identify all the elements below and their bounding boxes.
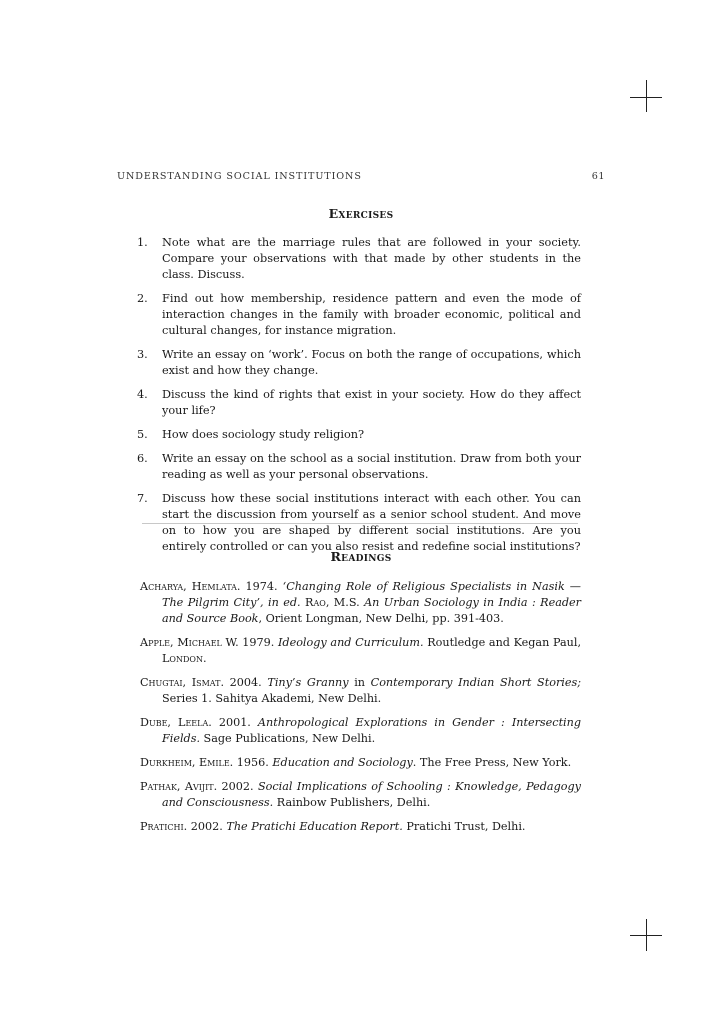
reference-rest: , Orient Longman, New Delhi, pp. 391-403. [258, 612, 504, 625]
reference-item [140, 579, 581, 627]
reference-item [140, 675, 581, 707]
exercise-text: Note what are the marriage rules that are followed in your society. Compare your observations with that made by other students in the class. Discuss. [162, 236, 581, 281]
running-head [117, 171, 605, 182]
reference-work: Tiny’s Granny [267, 676, 349, 689]
reference-item [140, 635, 581, 667]
reference-rest: Series 1. Sahitya Akademi, New Delhi. [162, 692, 382, 705]
reference-editor: Rao [305, 596, 326, 609]
reference-year: . 2001. [208, 716, 258, 729]
reference-author: Dube, Leela [140, 716, 209, 729]
reference-author: Acharya, Hemlata [140, 580, 237, 593]
exercise-number: 2. [137, 292, 148, 305]
reference-year: W. 1979. [221, 636, 278, 649]
exercise-list [137, 235, 581, 563]
running-head-title: UNDERSTANDING SOCIAL INSTITUTIONS [117, 171, 362, 182]
exercise-number: 7. [137, 492, 148, 505]
exercises-heading: Exercises [328, 206, 394, 221]
exercise-item [137, 451, 581, 483]
exercise-item [137, 291, 581, 339]
reference-rest: Pratichi Trust, Delhi. [402, 820, 526, 833]
reference-rest: Rainbow Publishers, Delhi. [273, 796, 431, 809]
reference-item [140, 755, 581, 771]
reference-rest: . The Free Press, New York. [412, 756, 572, 769]
reference-work: The Pratichi Education Report. [226, 820, 403, 833]
reference-author: Durkheim, Emile [140, 756, 230, 769]
reference-year: . 1956. [229, 756, 273, 769]
reference-year: . 2002. [213, 780, 258, 793]
crop-mark-bottom-vertical [646, 919, 647, 951]
reference-collection: Contemporary Indian Short Stories; [370, 676, 582, 689]
reference-author: Pathak, Avijit [140, 780, 214, 793]
exercise-item [137, 347, 581, 379]
reference-place: London. [162, 652, 207, 665]
reference-rest: Sage Publications, New Delhi. [200, 732, 376, 745]
reference-author: Apple, Michael [140, 636, 222, 649]
reference-item [140, 715, 581, 747]
reference-work: An Urban Sociology in India : Reader and Source Book [162, 596, 581, 625]
exercise-number: 3. [137, 348, 148, 361]
exercise-text: Discuss the kind of rights that exist in your society. How do they affect your life? [162, 388, 581, 417]
exercise-number: 5. [137, 428, 148, 441]
exercise-number: 6. [137, 452, 148, 465]
reference-work: Ideology and Curriculum. [278, 636, 424, 649]
reference-editor-rest: , M.S. [325, 596, 365, 609]
reference-year: . 1974. [236, 580, 278, 593]
reference-item [140, 819, 581, 835]
reference-year: . 2002. [183, 820, 227, 833]
crop-mark-top-vertical [646, 80, 647, 112]
reference-item [140, 779, 581, 811]
reference-mid: in [348, 676, 371, 689]
reference-work: Education and Sociology [272, 756, 413, 769]
reference-author: Pratichi [140, 820, 184, 833]
exercise-text: How does sociology study religion? [162, 428, 365, 441]
exercise-item [137, 427, 581, 443]
readings-heading: Readings [330, 549, 392, 564]
reference-chapter: ‘Changing Role of Religious Specialists in Nasik — The Pilgrim City’, in ed. [162, 580, 581, 609]
exercise-item [137, 235, 581, 283]
exercise-number: 4. [137, 388, 148, 401]
exercise-text: Discuss how these social institutions interact with each other. You can start the discussion from yourself as a senior school student. And move on to how you are shaped by different social institutions. Are you entirely controlled or can you also resist and redefine social institutions? [162, 492, 581, 553]
exercise-item [137, 387, 581, 419]
readings-list [140, 579, 581, 843]
section-divider [142, 523, 578, 524]
reference-work: Social Implications of Schooling : Knowledge, Pedagogy and Consciousness. [162, 780, 581, 809]
reference-author: Chugtai, Ismat [140, 676, 221, 689]
exercise-number: 1. [137, 236, 148, 249]
page-number: 61 [591, 171, 605, 182]
exercise-text: Write an essay on ‘work’. Focus on both the range of occupations, which exist and how they change. [162, 348, 581, 377]
reference-work: Anthropological Explorations in Gender : Intersecting Fields. [162, 716, 582, 745]
exercise-text: Find out how membership, residence pattern and even the mode of interaction changes in the family with broader economic, political and cultural changes, for instance migration. [162, 292, 581, 337]
exercise-text: Write an essay on the school as a social institution. Draw from both your reading as well as your personal observations. [162, 452, 581, 481]
reference-rest: Routledge and Kegan Paul, [423, 636, 582, 649]
reference-year: . 2004. [220, 676, 268, 689]
